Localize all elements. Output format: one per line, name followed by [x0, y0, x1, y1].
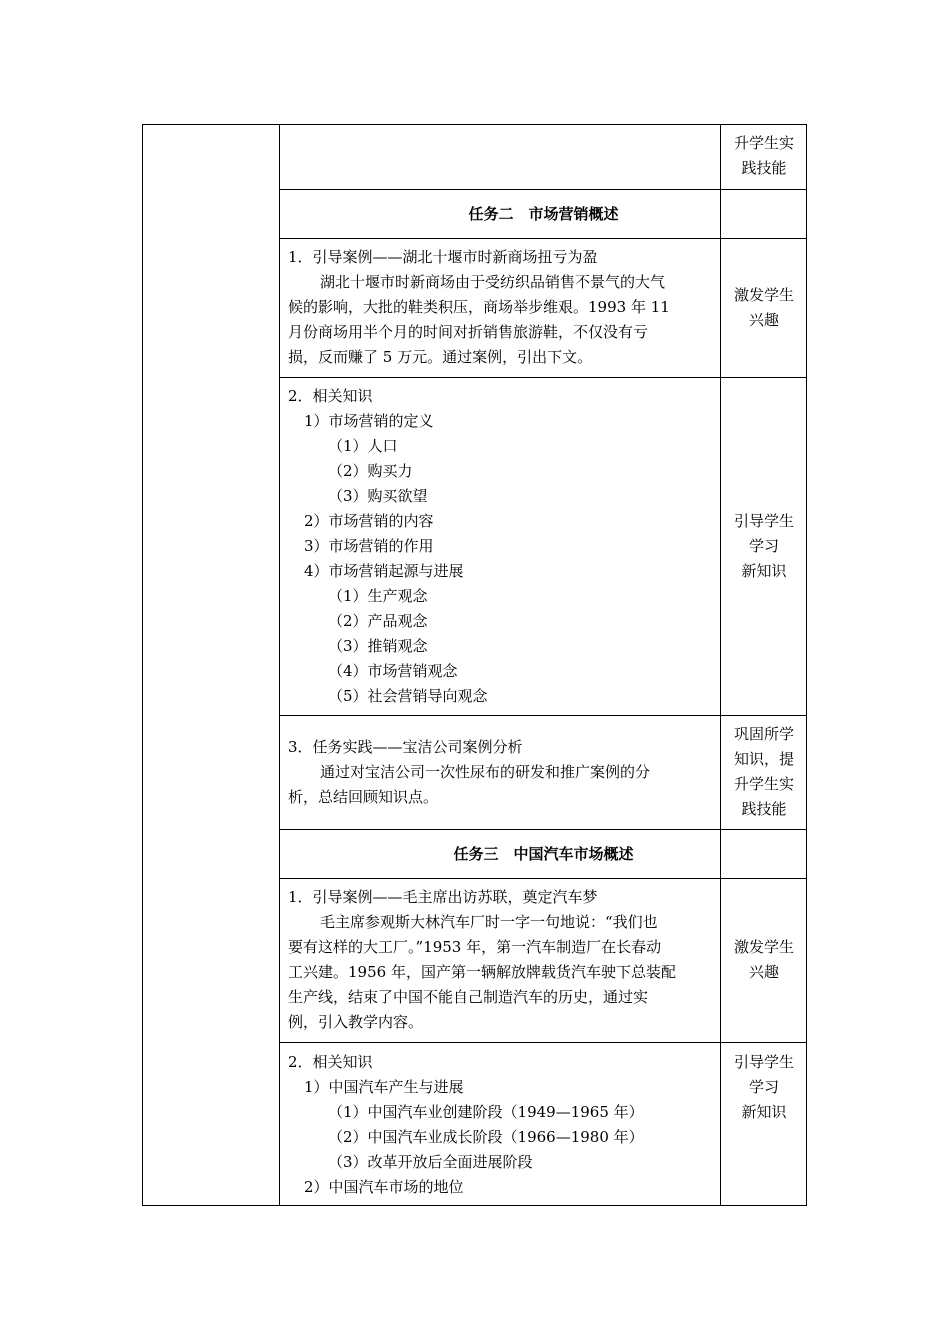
paragraph-line: 工兴建。1956 年，国产第一辆解放牌载货汽车驶下总装配: [288, 963, 676, 981]
outline-line: 3）市场营销的作用: [304, 537, 434, 555]
note-line: 升学生实: [733, 134, 794, 152]
note-line: 巩固所学: [733, 725, 794, 743]
note-line: 兴趣: [748, 963, 779, 981]
outline-line: 1）市场营销的定义: [304, 412, 434, 430]
outline-line: （3）推销观念: [328, 637, 428, 655]
outline-line: 2）市场营销的内容: [304, 512, 434, 530]
paragraph-line: 月份商场用半个月的时间对折销售旅游鞋，不仅没有亏: [288, 323, 649, 341]
note-line: 引导学生: [733, 512, 794, 530]
task2-case-note: [721, 283, 807, 333]
note-line: 兴趣: [748, 311, 779, 329]
row-divider: [280, 829, 806, 830]
outline-line: （1）人口: [328, 437, 398, 455]
task2-heading: 任务二 市场营销概述: [468, 205, 619, 223]
row-divider: [280, 715, 806, 716]
row-divider: [280, 1042, 806, 1043]
task2-practice-title: 3．任务实践——宝洁公司案例分析: [288, 738, 523, 756]
row-divider: [280, 189, 806, 190]
outline-line: 1）中国汽车产生与进展: [304, 1078, 464, 1096]
note-line: 学习: [748, 1078, 779, 1096]
row-divider: [280, 377, 806, 378]
outline-line: （1）中国汽车业创建阶段（1949—1965 年）: [328, 1103, 644, 1121]
task3-case-note: [721, 935, 807, 985]
task3-knowledge-note: [721, 1050, 807, 1125]
paragraph-line: 生产线，结束了中国不能自己制造汽车的历史，通过实: [288, 988, 649, 1006]
task2-case-title: 1．引导案例——湖北十堰市时新商场扭亏为盈: [288, 248, 598, 266]
task2-knowledge-content: [280, 384, 720, 709]
task3-knowledge-content: [280, 1050, 720, 1200]
row-divider: [280, 878, 806, 879]
note-line: 践技能: [741, 159, 787, 177]
note-line: 激发学生: [733, 286, 794, 304]
note-line: 升学生实: [733, 775, 794, 793]
paragraph-line: 通过对宝洁公司一次性尿布的研发和推广案例的分: [320, 763, 651, 781]
row0-note: [721, 131, 807, 181]
outline-line: 2）中国汽车市场的地位: [304, 1178, 464, 1196]
outline-line: （4）市场营销观念: [328, 662, 458, 680]
outline-line: （2）产品观念: [328, 612, 428, 630]
outline-line: 2．相关知识: [288, 387, 373, 405]
outline-line: （5）社会营销导向观念: [328, 687, 488, 705]
outline-line: （1）生产观念: [328, 587, 428, 605]
note-line: 新知识: [741, 1103, 787, 1121]
paragraph-line: 析，总结回顾知识点。: [288, 788, 439, 806]
outline-line: 2．相关知识: [288, 1053, 373, 1071]
note-line: 践技能: [741, 800, 787, 818]
task2-knowledge-note: [721, 509, 807, 584]
outline-line: （2）购买力: [328, 462, 413, 480]
row-divider: [280, 238, 806, 239]
paragraph-line: 毛主席参观斯大林汽车厂时一字一句地说：“我们也: [320, 913, 658, 931]
outline-line: 4）市场营销起源与进展: [304, 562, 464, 580]
note-line: 学习: [748, 537, 779, 555]
note-line: 新知识: [741, 562, 787, 580]
outline-line: （3）改革开放后全面进展阶段: [328, 1153, 533, 1171]
task2-practice-content: [280, 735, 720, 810]
task3-case-title: 1．引导案例——毛主席出访苏联，奠定汽车梦: [288, 888, 598, 906]
paragraph-line: 例，引入教学内容。: [288, 1013, 424, 1031]
task3-case-content: [280, 885, 720, 1035]
paragraph-line: 损，反而赚了 5 万元。通过案例，引出下文。: [288, 348, 593, 366]
note-line: 激发学生: [733, 938, 794, 956]
task2-practice-note: [721, 722, 807, 822]
paragraph-line: 要有这样的大工厂。”1953 年，第一汽车制造厂在长春动: [288, 938, 662, 956]
lesson-table: [142, 124, 807, 1206]
note-line: 引导学生: [733, 1053, 794, 1071]
outline-line: （3）购买欲望: [328, 487, 428, 505]
paragraph-line: 湖北十堰市时新商场由于受纺织品销售不景气的大气: [320, 273, 666, 291]
task2-case-content: [280, 245, 720, 370]
task3-heading: 任务三 中国汽车市场概述: [453, 845, 634, 863]
note-line: 知识，提: [733, 750, 794, 768]
paragraph-line: 候的影响，大批的鞋类积压，商场举步维艰。1993 年 11: [288, 298, 670, 316]
outline-line: （2）中国汽车业成长阶段（1966—1980 年）: [328, 1128, 644, 1146]
